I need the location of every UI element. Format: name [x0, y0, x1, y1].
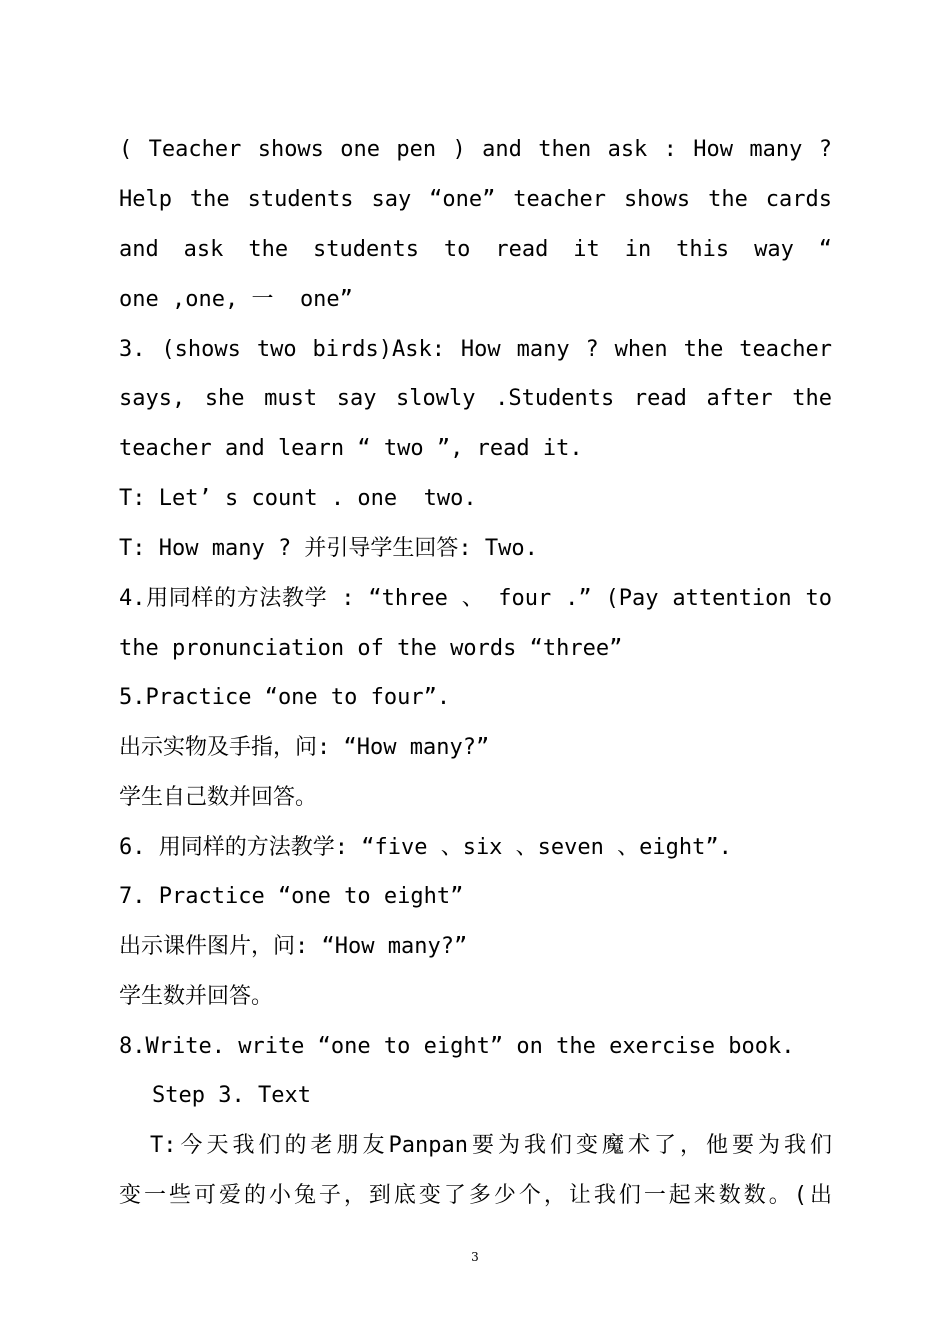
text-line: one ,one, 一 one” — [119, 287, 353, 312]
text-line: teacher and learn “ two ”, read it. — [119, 436, 583, 461]
text-line: 变一些可爱的小兔子，到底变了多少个，让我们一起来数数。(出 — [119, 1183, 832, 1208]
text-line: and ask the students to read it in this way “ — [119, 237, 832, 262]
text-line: 5.Practice “one to four”. — [119, 685, 451, 710]
text-line: T: Let’ s count . one two. — [119, 486, 477, 511]
text-line: 4.用同样的方法教学 : “three 、 four .” (Pay attention to — [119, 586, 832, 611]
text-line: 学生自己数并回答。 — [119, 785, 318, 810]
text-line: T:今天我们的老朋友Panpan要为我们变魔术了，他要为我们 — [150, 1133, 832, 1158]
text-line: 3. (shows two birds)Ask: How many ? when the teacher — [119, 337, 832, 362]
text-line: T: How many ? 并引导学生回答: Two. — [119, 536, 538, 561]
text-line: 6. 用同样的方法教学: “five 、six 、seven 、eight”. — [119, 835, 732, 860]
step-heading: Step 3. Text — [152, 1083, 311, 1108]
text-line: 出示实物及手指，问: “How many?” — [119, 735, 490, 760]
text-line: says, she must say slowly .Students read after the — [119, 386, 832, 411]
text-line: ( Teacher shows one pen ) and then ask : How many ? — [119, 137, 832, 162]
text-line: 学生数并回答。 — [119, 984, 274, 1009]
text-line: 8.Write. write “one to eight” on the exercise book. — [119, 1034, 795, 1059]
text-line: the pronunciation of the words “three” — [119, 636, 623, 661]
page-number: 3 — [471, 1250, 479, 1264]
text-line: Help the students say “one” teacher shows the cards — [119, 187, 832, 212]
text-line: 出示课件图片，问: “How many?” — [119, 934, 468, 959]
text-line: 7. Practice “one to eight” — [119, 884, 464, 909]
